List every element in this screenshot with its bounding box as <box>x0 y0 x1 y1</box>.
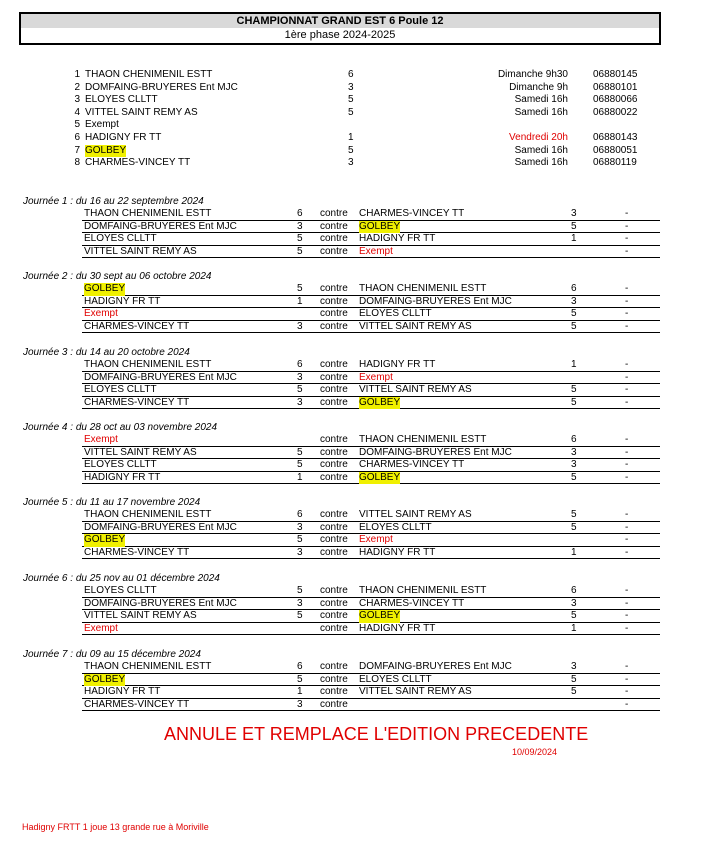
away-team: DOMFAING-BRUYERES Ent MJC <box>359 661 512 672</box>
match-row <box>82 246 660 259</box>
result-dash: - <box>625 521 629 533</box>
match-row <box>82 522 660 535</box>
team-name: VITTEL SAINT REMY AS <box>85 106 198 118</box>
home-team: Exempt <box>84 308 118 320</box>
home-score: 5 <box>297 534 303 546</box>
contre-label: contre <box>320 509 348 520</box>
result-dash: - <box>625 509 629 520</box>
match-row <box>82 686 660 699</box>
away-team: HADIGNY FR TT <box>359 233 436 245</box>
match-row <box>82 674 660 687</box>
away-team: ELOYES CLLTT <box>359 308 432 320</box>
home-score: 5 <box>297 459 303 471</box>
home-team: DOMFAING-BRUYERES Ent MJC <box>84 220 237 232</box>
team-score: 5 <box>348 144 354 156</box>
home-team: CHARMES-VINCEY TT <box>84 698 190 710</box>
away-score: 3 <box>571 661 577 672</box>
team-row <box>0 107 705 120</box>
match-row <box>82 610 660 623</box>
contre-label: contre <box>320 622 348 634</box>
contre-label: contre <box>320 446 348 458</box>
contre-label: contre <box>320 661 348 672</box>
away-score: 6 <box>571 434 577 445</box>
home-score: 5 <box>297 446 303 458</box>
team-day: Dimanche 9h30 <box>497 69 568 80</box>
away-score: 6 <box>571 585 577 596</box>
match-row <box>82 459 660 472</box>
contre-label: contre <box>320 245 348 257</box>
away-team: VITTEL SAINT REMY AS <box>359 509 472 520</box>
contre-label: contre <box>320 521 348 533</box>
home-score: 5 <box>297 245 303 257</box>
contre-label: contre <box>320 308 348 320</box>
home-team: HADIGNY FR TT <box>84 471 161 483</box>
result-dash: - <box>625 673 629 685</box>
team-number: 8 <box>74 157 80 169</box>
team-row <box>0 132 705 145</box>
contre-label: contre <box>320 295 348 307</box>
away-score: 3 <box>571 446 577 458</box>
home-team: ELOYES CLLTT <box>84 459 157 471</box>
contre-label: contre <box>320 233 348 245</box>
home-team: THAON CHENIMENIL ESTT <box>84 208 212 219</box>
result-dash: - <box>625 308 629 320</box>
contre-label: contre <box>320 384 348 396</box>
contre-label: contre <box>320 320 348 332</box>
match-row <box>82 623 660 636</box>
contre-label: contre <box>320 686 348 698</box>
away-score: 5 <box>571 396 577 408</box>
away-score: 5 <box>571 471 577 483</box>
result-dash: - <box>625 698 629 710</box>
away-team: DOMFAING-BRUYERES Ent MJC <box>359 446 512 458</box>
team-day: Samedi 16h <box>514 94 568 106</box>
away-team: GOLBEY <box>359 471 401 483</box>
home-score: 6 <box>297 208 303 219</box>
away-score: 3 <box>571 295 577 307</box>
team-number: 1 <box>74 69 80 80</box>
away-score: 5 <box>571 320 577 332</box>
match-row <box>82 434 660 447</box>
team-row <box>0 69 705 82</box>
footer-note: Hadigny FRTT 1 joue 13 grande rue à Moriville <box>22 822 209 832</box>
match-row <box>82 699 660 712</box>
team-code: 06880066 <box>593 94 638 106</box>
notice-text: ANNULE ET REMPLACE L'EDITION PRECEDENTE <box>164 724 589 744</box>
result-dash: - <box>625 471 629 483</box>
home-team: GOLBEY <box>84 673 126 685</box>
contre-label: contre <box>320 359 348 370</box>
away-team: Exempt <box>359 371 393 383</box>
away-team: CHARMES-VINCEY TT <box>359 597 465 609</box>
contre-label: contre <box>320 610 348 622</box>
contre-label: contre <box>320 283 348 294</box>
away-score: 1 <box>571 622 577 634</box>
team-score: 3 <box>348 81 354 93</box>
contre-label: contre <box>320 220 348 232</box>
away-score: 6 <box>571 283 577 294</box>
away-score: 5 <box>571 521 577 533</box>
result-dash: - <box>625 283 629 294</box>
contre-label: contre <box>320 434 348 445</box>
team-name: DOMFAING-BRUYERES Ent MJC <box>85 81 238 93</box>
contre-label: contre <box>320 208 348 219</box>
result-dash: - <box>625 384 629 396</box>
journee-title: Journée 4 : du 28 oct au 03 novembre 2024 <box>23 422 218 433</box>
away-team: ELOYES CLLTT <box>359 673 432 685</box>
away-team: HADIGNY FR TT <box>359 622 436 634</box>
contre-label: contre <box>320 459 348 471</box>
team-row <box>0 145 705 158</box>
home-score: 3 <box>297 220 303 232</box>
away-score: 5 <box>571 673 577 685</box>
contre-label: contre <box>320 698 348 710</box>
result-dash: - <box>625 295 629 307</box>
away-score: 5 <box>571 610 577 622</box>
result-dash: - <box>625 371 629 383</box>
away-score: 1 <box>571 233 577 245</box>
contre-label: contre <box>320 371 348 383</box>
match-row <box>82 233 660 246</box>
home-team: GOLBEY <box>84 283 126 294</box>
contre-label: contre <box>320 585 348 596</box>
team-number: 2 <box>74 81 80 93</box>
match-row <box>82 447 660 460</box>
home-team: VITTEL SAINT REMY AS <box>84 610 197 622</box>
result-dash: - <box>625 320 629 332</box>
home-team: Exempt <box>84 434 118 445</box>
away-team: ELOYES CLLTT <box>359 521 432 533</box>
away-score: 5 <box>571 220 577 232</box>
home-team: DOMFAING-BRUYERES Ent MJC <box>84 597 237 609</box>
home-team: DOMFAING-BRUYERES Ent MJC <box>84 521 237 533</box>
contre-label: contre <box>320 396 348 408</box>
away-score: 3 <box>571 459 577 471</box>
contre-label: contre <box>320 546 348 558</box>
result-dash: - <box>625 233 629 245</box>
home-score: 1 <box>297 686 303 698</box>
away-team: Exempt <box>359 245 393 257</box>
team-score: 1 <box>348 132 354 143</box>
away-team: THAON CHENIMENIL ESTT <box>359 283 487 294</box>
team-name: CHARMES-VINCEY TT <box>85 157 191 169</box>
team-name: THAON CHENIMENIL ESTT <box>85 69 213 80</box>
contre-label: contre <box>320 534 348 546</box>
team-score: 6 <box>348 69 354 80</box>
match-row <box>82 321 660 334</box>
team-code: 06880051 <box>593 144 638 156</box>
away-team: Exempt <box>359 534 393 546</box>
team-name: ELOYES CLLTT <box>85 94 158 106</box>
home-team: CHARMES-VINCEY TT <box>84 546 190 558</box>
home-team: CHARMES-VINCEY TT <box>84 320 190 332</box>
team-day: Samedi 16h <box>514 157 568 169</box>
contre-label: contre <box>320 673 348 685</box>
away-team: VITTEL SAINT REMY AS <box>359 384 472 396</box>
team-number: 5 <box>74 119 80 131</box>
team-number: 7 <box>74 144 80 156</box>
result-dash: - <box>625 446 629 458</box>
match-row <box>82 661 660 674</box>
home-team: THAON CHENIMENIL ESTT <box>84 661 212 672</box>
away-team: THAON CHENIMENIL ESTT <box>359 434 487 445</box>
team-number: 6 <box>74 132 80 143</box>
away-team: HADIGNY FR TT <box>359 546 436 558</box>
match-row <box>82 509 660 522</box>
home-team: VITTEL SAINT REMY AS <box>84 245 197 257</box>
away-score: 5 <box>571 308 577 320</box>
home-team: HADIGNY FR TT <box>84 686 161 698</box>
home-score: 1 <box>297 295 303 307</box>
away-score: 1 <box>571 546 577 558</box>
journee-title: Journée 2 : du 30 sept au 06 octobre 2024 <box>23 271 212 282</box>
away-score: 3 <box>571 597 577 609</box>
home-score: 5 <box>297 673 303 685</box>
journee-title: Journée 5 : du 11 au 17 novembre 2024 <box>23 497 201 508</box>
result-dash: - <box>625 661 629 672</box>
journee-title: Journée 7 : du 09 au 15 décembre 2024 <box>23 649 201 660</box>
team-day: Dimanche 9h <box>509 81 568 93</box>
result-dash: - <box>625 220 629 232</box>
team-score: 3 <box>348 157 354 169</box>
result-dash: - <box>625 534 629 546</box>
match-row <box>82 221 660 234</box>
match-row <box>82 308 660 321</box>
away-team: GOLBEY <box>359 396 401 408</box>
match-row <box>82 296 660 309</box>
home-score: 5 <box>297 585 303 596</box>
match-row <box>82 598 660 611</box>
team-score: 5 <box>348 106 354 118</box>
team-code: 06880101 <box>593 81 638 93</box>
team-score: 5 <box>348 94 354 106</box>
home-score: 3 <box>297 320 303 332</box>
contre-label: contre <box>320 597 348 609</box>
away-score: 5 <box>571 686 577 698</box>
team-code: 06880119 <box>593 157 637 169</box>
home-team: Exempt <box>84 622 118 634</box>
result-dash: - <box>625 585 629 596</box>
away-team: VITTEL SAINT REMY AS <box>359 320 472 332</box>
home-score: 3 <box>297 396 303 408</box>
result-dash: - <box>625 359 629 370</box>
home-team: THAON CHENIMENIL ESTT <box>84 509 212 520</box>
away-score: 5 <box>571 509 577 520</box>
result-dash: - <box>625 610 629 622</box>
away-team: THAON CHENIMENIL ESTT <box>359 585 487 596</box>
team-row <box>0 94 705 107</box>
home-team: HADIGNY FR TT <box>84 295 161 307</box>
edition-date: 10/09/2024 <box>512 747 558 757</box>
team-row <box>0 82 705 95</box>
away-team: CHARMES-VINCEY TT <box>359 459 465 471</box>
home-team: ELOYES CLLTT <box>84 233 157 245</box>
away-score: 3 <box>571 208 577 219</box>
journee-title: Journée 1 : du 16 au 22 septembre 2024 <box>23 196 204 207</box>
page-subtitle: 1ère phase 2024-2025 <box>19 28 661 45</box>
team-number: 3 <box>74 94 80 106</box>
home-score: 3 <box>297 546 303 558</box>
away-team: CHARMES-VINCEY TT <box>359 208 465 219</box>
match-row <box>82 547 660 560</box>
home-team: CHARMES-VINCEY TT <box>84 396 190 408</box>
home-score: 5 <box>297 384 303 396</box>
match-row <box>82 372 660 385</box>
away-team: HADIGNY FR TT <box>359 359 436 370</box>
page-title: CHAMPIONNAT GRAND EST 6 Poule 12 <box>19 12 661 31</box>
match-row <box>82 472 660 485</box>
home-team: DOMFAING-BRUYERES Ent MJC <box>84 371 237 383</box>
journee-title: Journée 6 : du 25 nov au 01 décembre 2024 <box>23 573 220 584</box>
home-score: 6 <box>297 509 303 520</box>
journee-title: Journée 3 : du 14 au 20 octobre 2024 <box>23 347 190 358</box>
home-team: VITTEL SAINT REMY AS <box>84 446 197 458</box>
match-row <box>82 384 660 397</box>
team-day: Samedi 16h <box>514 106 568 118</box>
team-row <box>0 157 705 170</box>
home-score: 1 <box>297 471 303 483</box>
home-score: 5 <box>297 233 303 245</box>
result-dash: - <box>625 622 629 634</box>
result-dash: - <box>625 686 629 698</box>
team-name: GOLBEY <box>85 144 127 156</box>
away-team: DOMFAING-BRUYERES Ent MJC <box>359 295 512 307</box>
home-score: 3 <box>297 371 303 383</box>
team-number: 4 <box>74 106 80 118</box>
team-row <box>0 119 705 132</box>
team-day: Samedi 16h <box>514 144 568 156</box>
match-row <box>82 283 660 296</box>
home-score: 5 <box>297 610 303 622</box>
away-team: GOLBEY <box>359 220 401 232</box>
team-day: Vendredi 20h <box>509 132 568 143</box>
result-dash: - <box>625 396 629 408</box>
match-row <box>82 534 660 547</box>
result-dash: - <box>625 459 629 471</box>
result-dash: - <box>625 245 629 257</box>
team-code: 06880022 <box>593 106 638 118</box>
home-team: ELOYES CLLTT <box>84 384 157 396</box>
home-score: 3 <box>297 597 303 609</box>
match-row <box>82 585 660 598</box>
home-team: GOLBEY <box>84 534 126 546</box>
away-team: GOLBEY <box>359 610 401 622</box>
result-dash: - <box>625 208 629 219</box>
away-score: 1 <box>571 359 577 370</box>
contre-label: contre <box>320 471 348 483</box>
team-code: 06880143 <box>593 132 638 143</box>
result-dash: - <box>625 434 629 445</box>
home-team: THAON CHENIMENIL ESTT <box>84 359 212 370</box>
team-code: 06880145 <box>593 69 638 80</box>
match-row <box>82 397 660 410</box>
away-team: VITTEL SAINT REMY AS <box>359 686 472 698</box>
home-score: 6 <box>297 661 303 672</box>
result-dash: - <box>625 546 629 558</box>
home-score: 3 <box>297 521 303 533</box>
away-score: 5 <box>571 384 577 396</box>
home-score: 6 <box>297 359 303 370</box>
home-team: ELOYES CLLTT <box>84 585 157 596</box>
result-dash: - <box>625 597 629 609</box>
home-score: 3 <box>297 698 303 710</box>
match-row <box>82 208 660 221</box>
team-name: Exempt <box>85 119 119 131</box>
home-score: 5 <box>297 283 303 294</box>
match-row <box>82 359 660 372</box>
team-name: HADIGNY FR TT <box>85 132 162 143</box>
